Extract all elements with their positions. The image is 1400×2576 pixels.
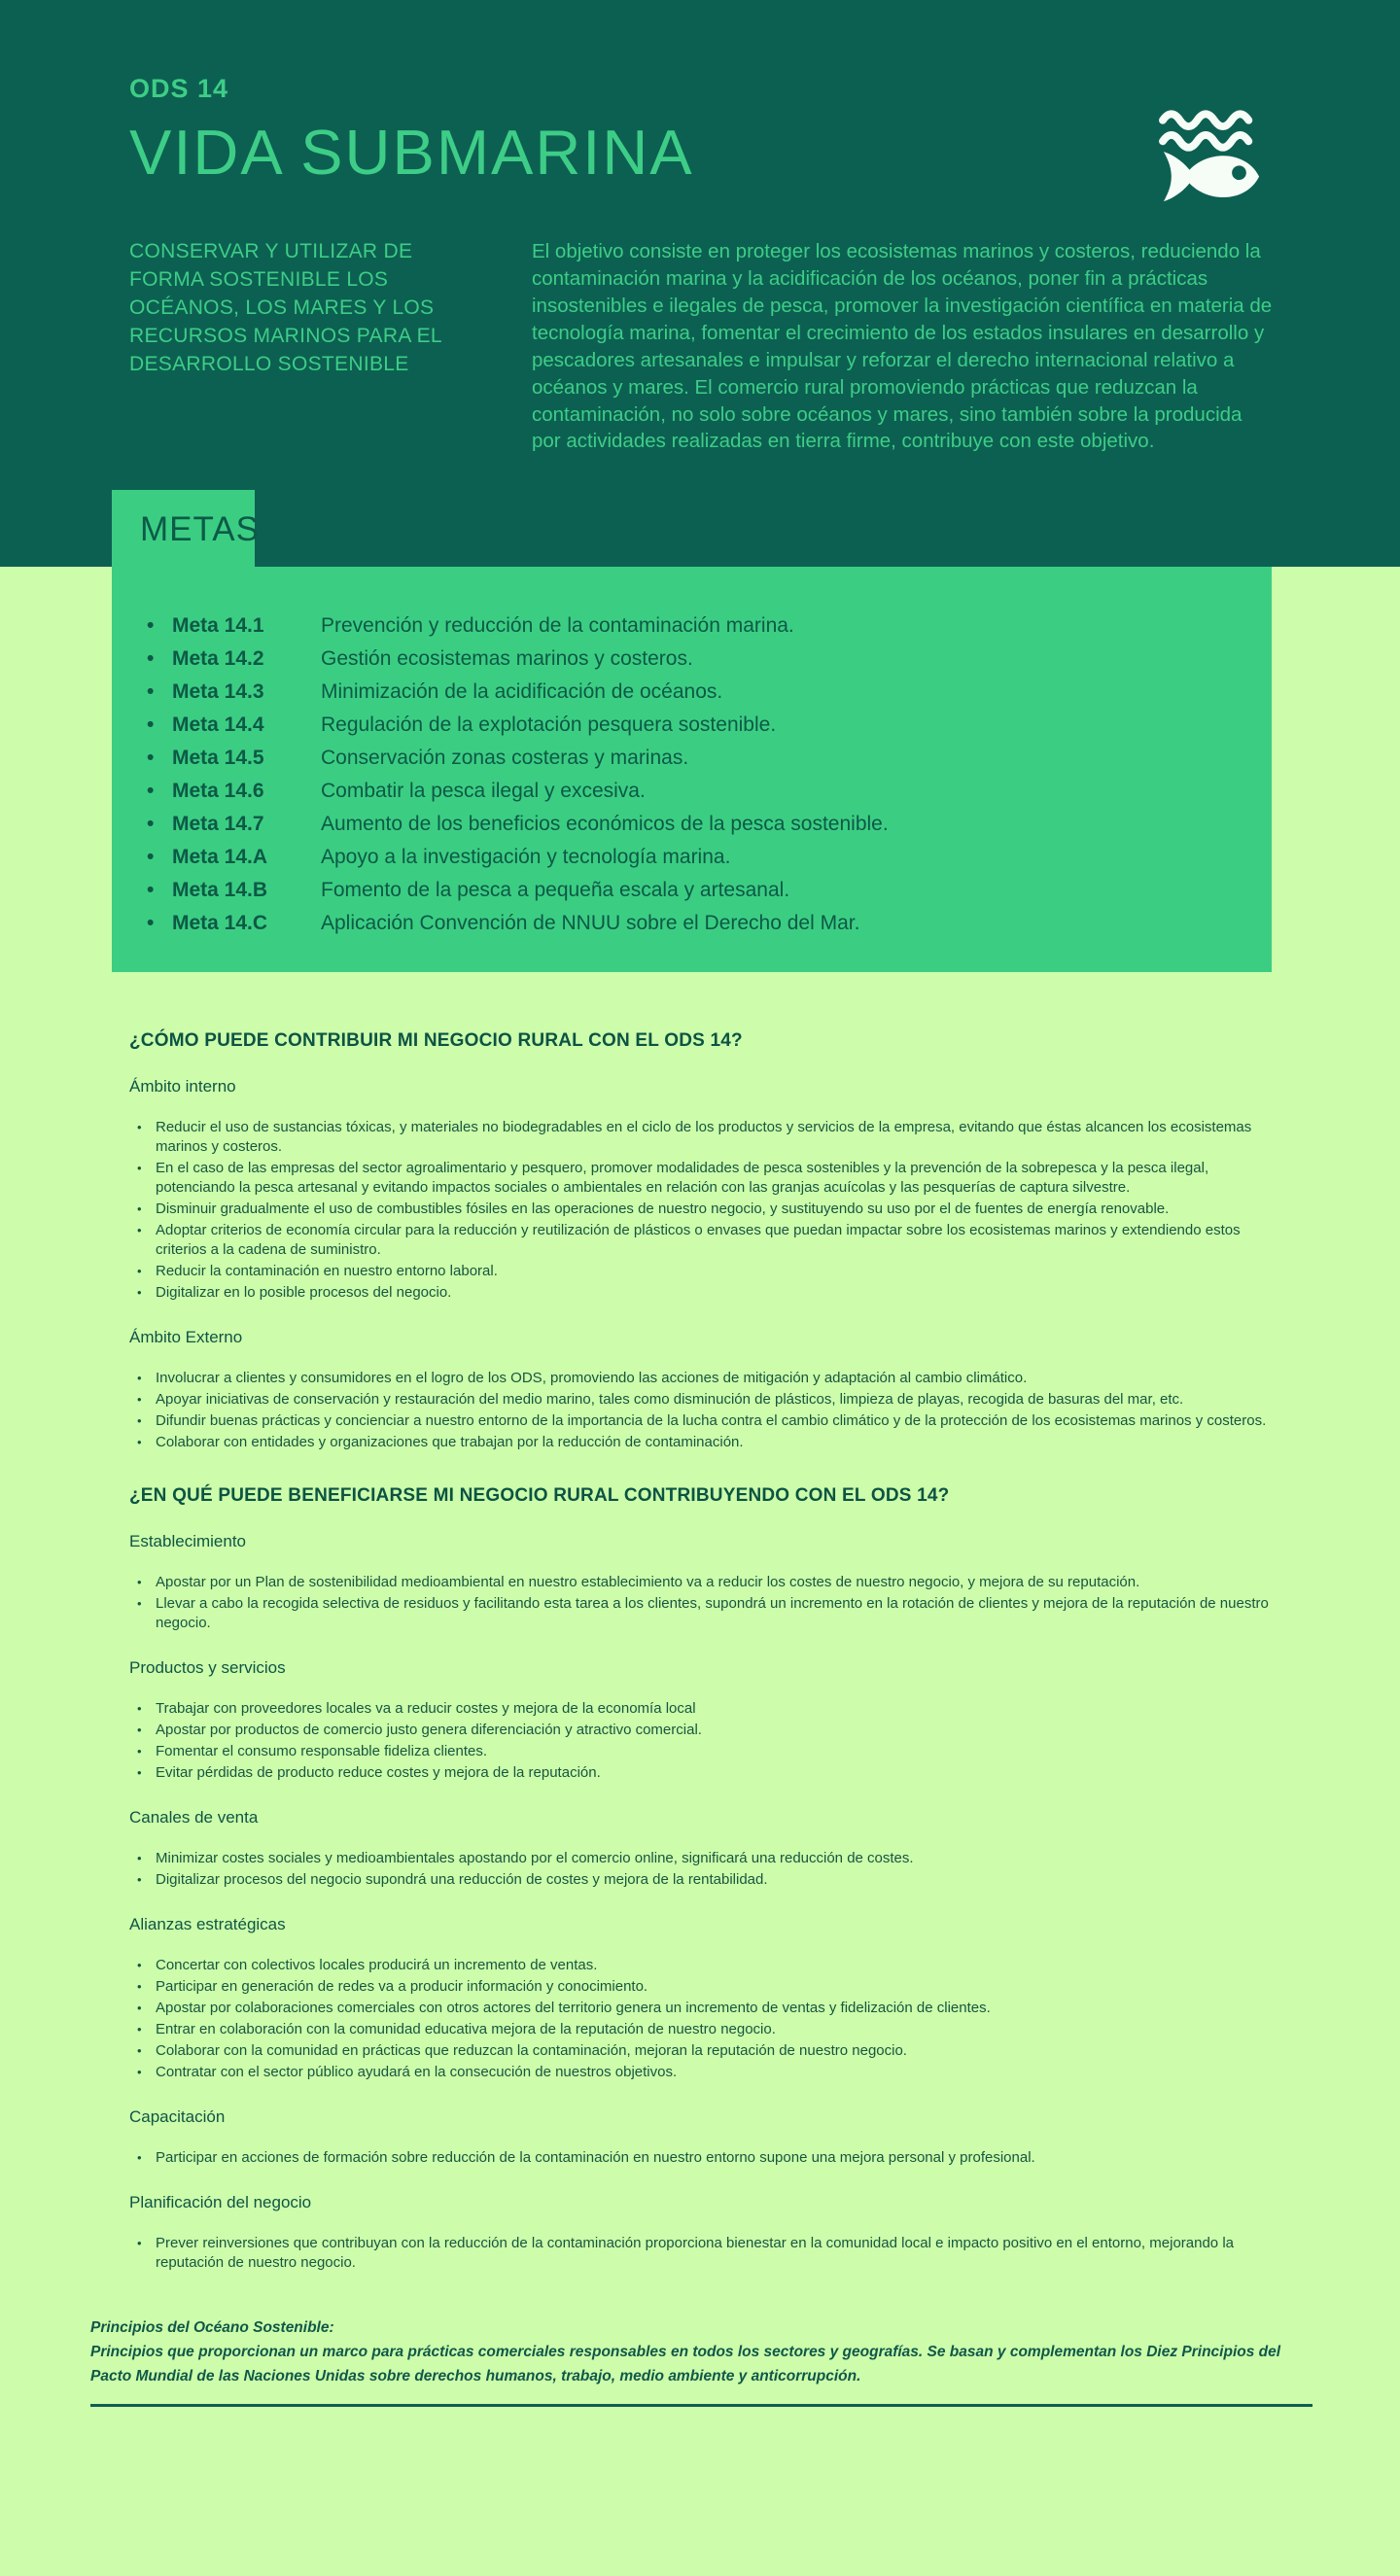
bullet-dot: • xyxy=(147,680,155,703)
group-title-establecimiento: Establecimiento xyxy=(129,1532,247,1550)
meta-label: Meta 14.6 xyxy=(172,780,264,802)
bullet-item xyxy=(129,1390,1274,1410)
bullet-text: Llevar a cabo la recogida selectiva de residuos y facilitando esta tarea a los clientes, supondrá un incremento en la rotación de clientes y mejora de la reputación de nuestro negocio. xyxy=(156,1595,1269,1631)
bullet-dot: • xyxy=(147,813,155,835)
bullet-item xyxy=(129,1594,1274,1633)
content-section xyxy=(0,1030,1400,2273)
bullet-dot: • xyxy=(147,614,155,637)
bullet-item xyxy=(129,1283,1274,1303)
meta-description: Prevención y reducción de la contaminación marina. xyxy=(321,614,794,637)
group-title-productos-servicios: Productos y servicios xyxy=(129,1658,286,1677)
bullet-list-ambito-externo xyxy=(129,1369,1274,1452)
bullet-text: Trabajar con proveedores locales va a reducir costes y mejora de la economía local xyxy=(156,1700,696,1717)
section-heading-contribuir: ¿CÓMO PUEDE CONTRIBUIR MI NEGOCIO RURAL CON EL ODS 14? xyxy=(129,1030,743,1051)
meta-description: Gestión ecosistemas marinos y costeros. xyxy=(321,647,693,670)
bullet-list-establecimiento xyxy=(129,1573,1274,1633)
bullet-text: Colaborar con la comunidad en prácticas que reduzcan la contaminación, mejoran la reputación de nuestro negocio. xyxy=(156,2042,907,2059)
objective-paragraph: El objetivo consiste en proteger los ecosistemas marinos y costeros, reduciendo la contaminación marina y la acidificación de los océanos, poner fin a prácticas insostenibles e ilegales de pesca, promover la investigación científica en materia de tecnología marina, fomentar el crecimiento de los estados insulares en desarrollo y pescadores artesanales e impulsar y reforzar el derecho internacional relativo a océanos y mares. El comercio rural promoviendo prácticas que reduzcan la contaminación, no solo sobre océanos y mares, sino también sobre la producida por actividades realizadas en tierra firme, contribuye con este objetivo. xyxy=(532,240,1273,453)
bullet-list-productos-servicios xyxy=(129,1699,1274,1783)
bullet-text: Adoptar criterios de economía circular para la reducción y reutilización de plásticos o envases que puedan impactar sobre los ecosistemas marinos y extendiendo estos criterios a la cadena de suministro. xyxy=(156,1222,1241,1258)
meta-description: Apoyo a la investigación y tecnología marina. xyxy=(321,846,731,868)
bullet-text: Fomentar el consumo responsable fideliza clientes. xyxy=(156,1743,488,1759)
meta-row xyxy=(147,742,1233,775)
bullet-text: Reducir el uso de sustancias tóxicas, y materiales no biodegradables en el ciclo de los productos y servicios de la empresa, evitando que éstas alcancen los ecosistemas marinos y costeros. xyxy=(156,1119,1252,1155)
bullet-item xyxy=(129,1200,1274,1219)
bullet-item xyxy=(129,1763,1274,1783)
bullet-item xyxy=(129,1118,1274,1157)
bullet-list-capacitacion xyxy=(129,2148,1274,2168)
footer-body: Principios que proporcionan un marco para prácticas comerciales responsables en todos los sectores y geografías. Se basan y complementan los Diez Principios del Pacto Mundial de las Naciones Unidas sobre derechos humanos, trabajo, medio ambiente y anticorrupción. xyxy=(90,2344,1281,2385)
bullet-item xyxy=(129,1573,1274,1592)
bullet-text: Participar en generación de redes va a producir información y conocimiento. xyxy=(156,1978,648,1995)
meta-description: Combatir la pesca ilegal y excesiva. xyxy=(321,780,646,802)
group-title-capacitacion: Capacitación xyxy=(129,2107,226,2126)
bullet-dot: • xyxy=(147,846,155,868)
goal-subtitle: CONSERVAR Y UTILIZAR DE FORMA SOSTENIBLE LOS OCÉANOS, LOS MARES Y LOS RECURSOS MARINOS PARA EL DESARROLLO SOSTENIBLE xyxy=(129,240,442,376)
bullet-text: Prever reinversiones que contribuyan con la reducción de la contaminación proporciona bienestar en la comunidad local e impacto positivo en el entorno, mejorando la reputación de nuestro negocio. xyxy=(156,2235,1234,2271)
meta-label: Meta 14.1 xyxy=(172,614,264,637)
meta-description: Aumento de los beneficios económicos de la pesca sostenible. xyxy=(321,813,889,835)
footer-title: Principios del Océano Sostenible: xyxy=(90,2319,334,2336)
metas-card xyxy=(112,567,1272,972)
bullet-item xyxy=(129,1411,1274,1431)
meta-label: Meta 14.B xyxy=(172,879,268,901)
bullet-text: Involucrar a clientes y consumidores en el logro de los ODS, promoviendo las acciones de mitigación y adaptación al cambio climático. xyxy=(156,1370,1028,1386)
group-title-planificacion-negocio: Planificación del negocio xyxy=(129,2193,312,2211)
bullet-text: Apostar por productos de comercio justo genera diferenciación y atractivo comercial. xyxy=(156,1722,702,1738)
meta-label: Meta 14.4 xyxy=(172,714,264,736)
meta-row xyxy=(147,841,1233,874)
bullet-item xyxy=(129,1870,1274,1890)
bullet-text: Difundir buenas prácticas y concienciar a nuestro entorno de la importancia de la lucha contra el cambio climático y de la protección de los ecosistemas marinos y costeros. xyxy=(156,1412,1267,1429)
meta-row xyxy=(147,643,1233,676)
bullet-item xyxy=(129,2148,1274,2168)
bullet-dot: • xyxy=(147,912,155,934)
bullet-text: Apoyar iniciativas de conservación y restauración del medio marino, tales como disminución de plásticos, limpieza de playas, recogida de basuras del mar, etc. xyxy=(156,1391,1184,1408)
meta-row xyxy=(147,808,1233,841)
bullet-item xyxy=(129,1999,1274,2018)
header xyxy=(0,0,1400,567)
bullet-text: Evitar pérdidas de producto reduce costes y mejora de la reputación. xyxy=(156,1764,601,1781)
meta-description: Conservación zonas costeras y marinas. xyxy=(321,747,689,769)
bullet-item xyxy=(129,1977,1274,1997)
meta-row xyxy=(147,874,1233,907)
meta-label: Meta 14.2 xyxy=(172,647,264,670)
meta-row xyxy=(147,907,1233,940)
footer-divider xyxy=(90,2404,1312,2407)
metas-tab-label: METAS xyxy=(140,509,260,548)
bullet-text: Digitalizar en lo posible procesos del negocio. xyxy=(156,1284,452,1301)
bullet-item xyxy=(129,2234,1274,2273)
meta-label: Meta 14.5 xyxy=(172,747,264,769)
group-title-ambito-interno: Ámbito interno xyxy=(129,1077,236,1096)
bullet-text: Contratar con el sector público ayudará en la consecución de nuestros objetivos. xyxy=(156,2064,678,2080)
metas-tab xyxy=(112,490,260,569)
meta-description: Fomento de la pesca a pequeña escala y artesanal. xyxy=(321,879,790,901)
meta-description: Aplicación Convención de NNUU sobre el Derecho del Mar. xyxy=(321,912,860,934)
bullet-list-ambito-interno xyxy=(129,1118,1274,1303)
page-title: VIDA SUBMARINA xyxy=(129,117,694,188)
bullet-item xyxy=(129,1956,1274,1975)
meta-row xyxy=(147,775,1233,808)
bullet-text: Minimizar costes sociales y medioambientales apostando por el comercio online, significará una reducción de costes. xyxy=(156,1850,914,1866)
bullet-item xyxy=(129,1221,1274,1260)
meta-label: Meta 14.7 xyxy=(172,813,264,835)
bullet-dot: • xyxy=(147,780,155,802)
bullet-item xyxy=(129,1742,1274,1761)
bullet-text: Disminuir gradualmente el uso de combustibles fósiles en las operaciones de nuestro negocio, y sustituyendo su uso por el de fuentes de energía renovable. xyxy=(156,1201,1170,1217)
meta-row xyxy=(147,709,1233,742)
meta-description: Regulación de la explotación pesquera sostenible. xyxy=(321,714,777,736)
meta-description: Minimización de la acidificación de océanos. xyxy=(321,680,723,703)
metas-list xyxy=(147,609,1233,940)
group-title-canales-venta: Canales de venta xyxy=(129,1808,259,1827)
bullet-item xyxy=(129,1369,1274,1388)
bullet-dot: • xyxy=(147,879,155,901)
meta-row xyxy=(147,676,1233,709)
ods-number: ODS 14 xyxy=(129,74,229,103)
bullet-text: Entrar en colaboración con la comunidad educativa mejora de la reputación de nuestro negocio. xyxy=(156,2021,776,2037)
section-heading-beneficiarse: ¿EN QUÉ PUEDE BENEFICIARSE MI NEGOCIO RURAL CONTRIBUYENDO CON EL ODS 14? xyxy=(129,1485,950,1506)
bullet-dot: • xyxy=(147,714,155,736)
footer-note xyxy=(90,2315,1312,2388)
bullet-list-planificacion-negocio xyxy=(129,2234,1274,2273)
bullet-text: En el caso de las empresas del sector agroalimentario y pesquero, promover modalidades de pesca sostenibles y la prevención de la sobrepesca y la pesca ilegal, potenciando la pesca artesanal y evitando impactos sociales o ambientales en relación con las granjas acuícolas y las pesquerías de captura silvestre. xyxy=(156,1160,1209,1196)
meta-label: Meta 14.3 xyxy=(172,680,264,703)
group-title-ambito-externo: Ámbito Externo xyxy=(129,1328,243,1346)
bullet-text: Reducir la contaminación en nuestro entorno laboral. xyxy=(156,1263,498,1279)
fish-under-waves-icon xyxy=(1154,107,1271,210)
bullet-item xyxy=(129,1433,1274,1452)
bullet-item xyxy=(129,1159,1274,1198)
meta-label: Meta 14.A xyxy=(172,846,268,868)
bullet-item xyxy=(129,1849,1274,1868)
bullet-text: Digitalizar procesos del negocio supondrá una reducción de costes y mejora de la rentabilidad. xyxy=(156,1871,768,1888)
bullet-dot: • xyxy=(147,747,155,769)
bullet-dot: • xyxy=(147,647,155,670)
bullet-text: Apostar por un Plan de sostenibilidad medioambiental en nuestro establecimiento va a reducir los costes de nuestro negocio, y mejora de su reputación. xyxy=(156,1574,1140,1590)
bullet-item xyxy=(129,2041,1274,2061)
bullet-item xyxy=(129,1262,1274,1281)
bullet-item xyxy=(129,1721,1274,1740)
meta-row xyxy=(147,609,1233,643)
bullet-item xyxy=(129,2020,1274,2039)
meta-label: Meta 14.C xyxy=(172,912,268,934)
bullet-text: Apostar por colaboraciones comerciales con otros actores del territorio genera un incremento de ventas y fidelización de clientes. xyxy=(156,2000,991,2016)
group-title-alianzas-estrategicas: Alianzas estratégicas xyxy=(129,1915,286,1933)
bullet-text: Colaborar con entidades y organizaciones que trabajan por la reducción de contaminación. xyxy=(156,1434,744,1450)
bullet-text: Participar en acciones de formación sobre reducción de la contaminación en nuestro entorno supone una mejora personal y profesional. xyxy=(156,2149,1035,2166)
bullet-item xyxy=(129,1699,1274,1719)
bullet-text: Concertar con colectivos locales producirá un incremento de ventas. xyxy=(156,1957,598,1973)
bullet-item xyxy=(129,2063,1274,2082)
bullet-list-alianzas-estrategicas xyxy=(129,1956,1274,2082)
bullet-list-canales-venta xyxy=(129,1849,1274,1890)
